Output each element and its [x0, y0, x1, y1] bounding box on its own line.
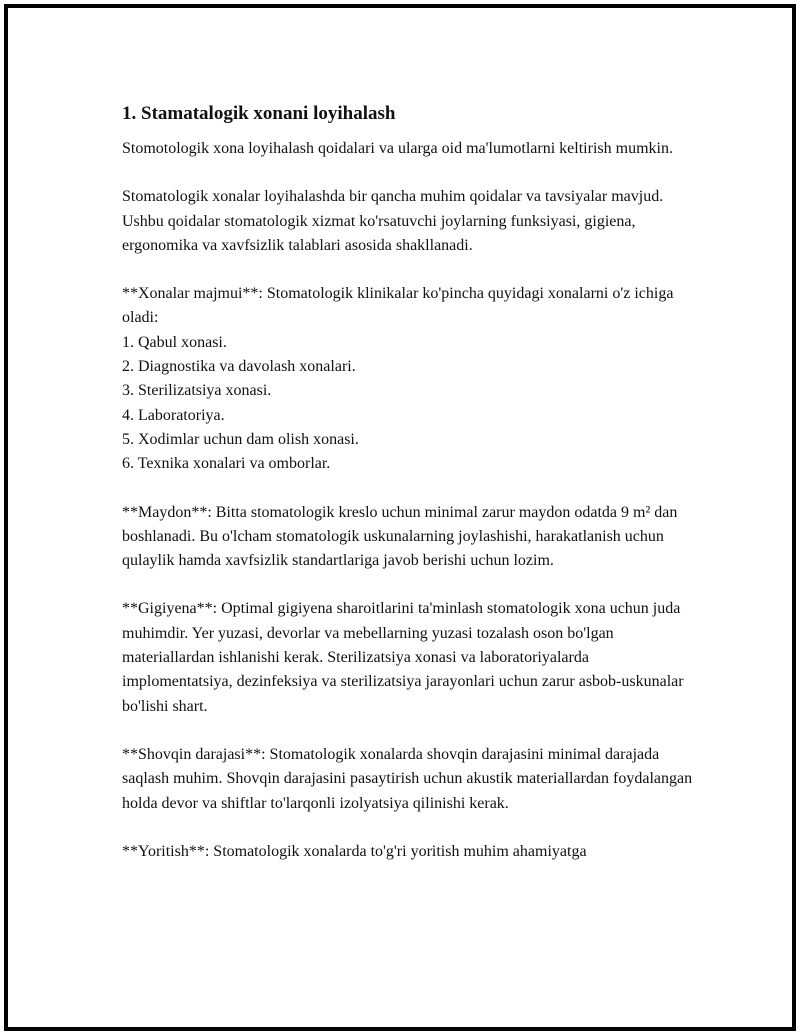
- rules-paragraph: Stomatologik xonalar loyihalashda bir qancha muhim qoidalar va tavsiyalar mavjud. Ushbu qoidalar stomatologik xizmat ko'rsatuvchi joylarning funksiyasi, gigiena, ergonomika va xavfsizlik talablari asosida shakllanadi.: [122, 188, 664, 254]
- intro-paragraph: Stomotologik xona loyihalash qoidalari va ularga oid ma'lumotlarni keltirish mumkin.: [122, 140, 673, 157]
- document-body: [122, 100, 697, 888]
- list-item: 5. Xodimlar uchun dam olish xonasi.: [122, 430, 359, 448]
- list-item: 6. Texnika xonalari va omborlar.: [122, 455, 331, 473]
- document-heading: 1. Stamatalogik xonani loyihalash: [122, 103, 396, 124]
- hygiene-paragraph: **Gigiyena**: Optimal gigiyena sharoitlarini ta'minlash stomatologik xona uchun juda muhimdir. Yer yuzasi, devorlar va mebellarning yuzasi tozalash oson bo'lgan materiallardan ishlanishi kerak. Sterilizatsiya xonasi va laboratoriyalarda implomentatsiya, dezinfeksiya va sterilizatsiya jarayonlari uchun zarur asbob-uskunalar bo'lishi shart.: [122, 600, 684, 715]
- rooms-section: [122, 282, 697, 476]
- noise-paragraph: **Shovqin darajasi**: Stomatologik xonalarda shovqin darajasini minimal darajada saqlash muhim. Shovqin darajasini pasaytirish uchun akustik materiallardan foydalangan holda devor va shiftlar to'larqonli izolyatsiya qilinishi kerak.: [122, 745, 693, 812]
- list-item: 1. Qabul xonasi.: [122, 333, 227, 351]
- list-item: 2. Diagnostika va davolash xonalari.: [122, 358, 356, 376]
- lighting-paragraph: **Yoritish**: Stomatologik xonalarda to'g'ri yoritish muhim ahamiyatga: [122, 842, 587, 860]
- list-item: 3. Sterilizatsiya xonasi.: [122, 382, 272, 400]
- page-frame: [4, 4, 796, 1031]
- area-paragraph: **Maydon**: Bitta stomatologik kreslo uchun minimal zarur maydon odatda 9 m² dan boshlanadi. Bu o'lcham stomatologik uskunalarning joylashishi, harakatlanish uchun qulaylik hamda xavfsizlik standartlariga javob berishi uchun lozim.: [122, 503, 678, 570]
- rooms-intro: **Xonalar majmui**: Stomatologik klinikalar ko'pincha quyidagi xonalarni o'z ichiga oladi:: [122, 285, 674, 327]
- rooms-list: [122, 331, 697, 477]
- list-item: 4. Laboratoriya.: [122, 406, 225, 424]
